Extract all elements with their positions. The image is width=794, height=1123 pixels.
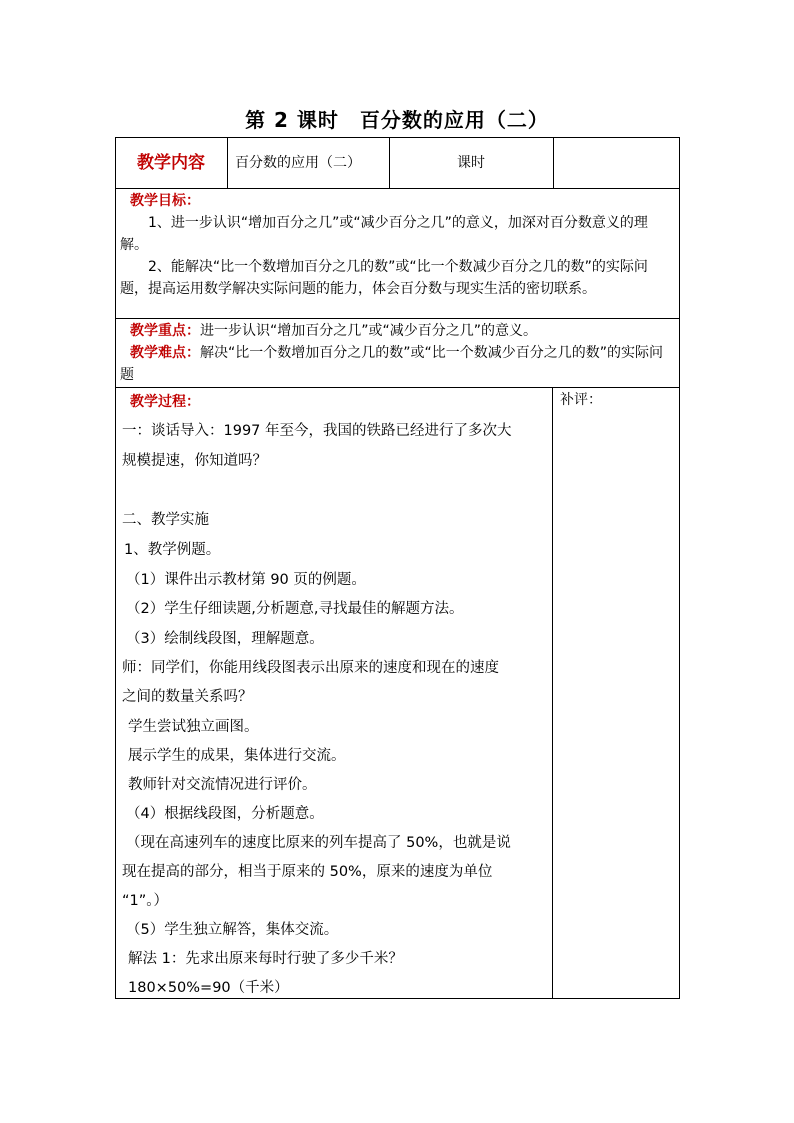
process-line: （3）绘制线段图，理解题意。 xyxy=(126,631,324,647)
objectives-cell xyxy=(120,190,675,300)
process-line: （2）学生仔细读题,分析题意,寻找最佳的解题方法。 xyxy=(126,601,464,617)
process-line: 教师针对交流情况进行评价。 xyxy=(128,777,317,793)
process-label: 教学过程： xyxy=(130,394,200,410)
key-point-label: 教学重点： xyxy=(130,323,200,339)
process-line: 之间的数量关系吗？ xyxy=(122,689,253,705)
teaching-content-value: 百分数的应用（二） xyxy=(235,155,361,171)
process-line: （4）根据线段图，分析题意。 xyxy=(126,806,324,822)
process-line: （1）课件出示教材第 90 页的例题。 xyxy=(126,572,366,588)
process-line: 现在提高的部分，相当于原来的 50%，原来的速度为单位 xyxy=(122,864,493,880)
difficult-point-text: 解决“比一个数增加百分之几的数”或“比一个数减少百分之几的数”的实际问题 xyxy=(120,345,664,383)
process-line: 二、教学实施 xyxy=(122,512,209,528)
process-line: 学生尝试独立画图。 xyxy=(128,719,259,735)
objectives-label: 教学目标： xyxy=(130,193,200,209)
process-line: “1”。） xyxy=(122,893,168,909)
process-line: 规模提速，你知道吗？ xyxy=(122,453,267,469)
col-divider xyxy=(553,137,554,189)
key-point-line xyxy=(120,320,675,342)
process-line: （现在高速列车的速度比原来的列车提高了 50%，也就是说 xyxy=(126,835,511,851)
process-line: 180×50%=90（千米） xyxy=(128,980,289,996)
difficult-point-line xyxy=(120,342,675,386)
process-line: 师：同学们，你能用线段图表示出原来的速度和现在的速度 xyxy=(122,660,499,676)
comment-label: 补评： xyxy=(560,392,602,408)
teaching-content-label: 教学内容 xyxy=(137,153,205,173)
process-line: 一：谈话导入：1997 年至今，我国的铁路已经进行了多次大 xyxy=(122,423,512,439)
period-label: 课时 xyxy=(457,155,485,171)
process-line: 展示学生的成果，集体进行交流。 xyxy=(128,748,346,764)
key-point-text: 进一步认识“增加百分之几”或“减少百分之几”的意义。 xyxy=(200,323,538,339)
row-divider xyxy=(115,318,680,319)
col-divider xyxy=(552,387,553,999)
page-title: 第 2 课时 百分数的应用（二） xyxy=(245,108,549,132)
col-divider xyxy=(227,137,228,189)
objective-item-1: 1、进一步认识“增加百分之几”或“减少百分之几”的意义，加深对百分数意义的理解。 xyxy=(120,215,648,253)
key-points-cell xyxy=(120,320,675,386)
process-line: 1、教学例题。 xyxy=(124,542,221,558)
process-line: （5）学生独立解答，集体交流。 xyxy=(126,922,339,938)
process-line: 解法 1：先求出原来每时行驶了多少千米？ xyxy=(128,951,403,967)
objective-item-2: 2、能解决“比一个数增加百分之几的数”或“比一个数减少百分之几的数”的实际问题，提高运用数学解决实际问题的能力，体会百分数与现实生活的密切联系。 xyxy=(120,259,648,297)
difficult-point-label: 教学难点： xyxy=(130,345,200,361)
